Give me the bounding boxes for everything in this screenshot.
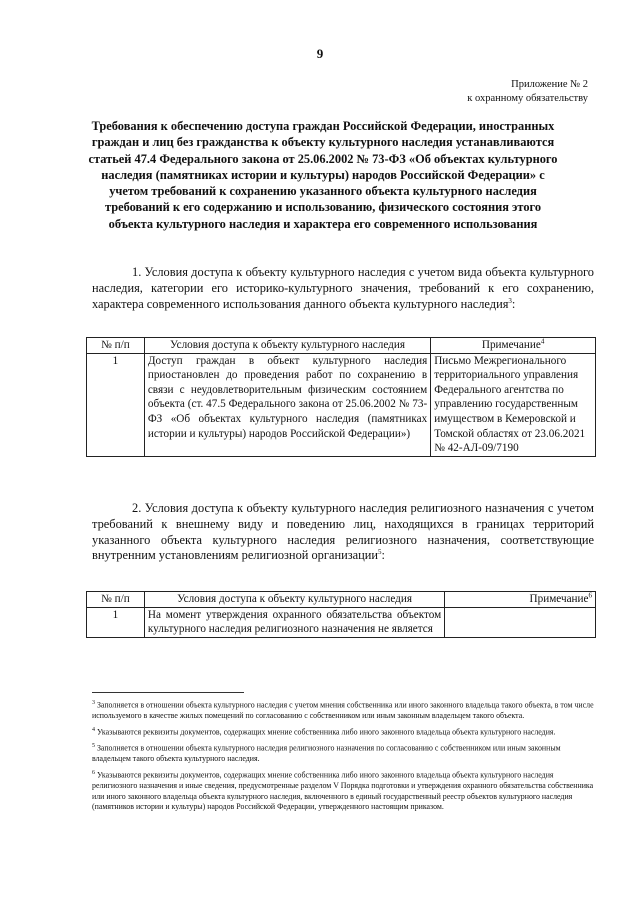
- footnote-mark: 4: [92, 726, 95, 733]
- religious-access-table: [86, 591, 596, 638]
- footnote-text: Заполняется в отношении объекта культурного наследия религиозного назначения по согласованию с собственником или иным законным владельцем такого объекта культурного наследия.: [92, 743, 561, 764]
- section-1-body: 1. Условия доступа к объекту культурного наследия с учетом вида объекта культурного наследия, категории его историко-культурного значения, требований к его сохранению, характера современного использования данного объекта культурного наследия: [92, 265, 594, 311]
- footnote-mark: 3: [92, 700, 95, 706]
- header-note: [445, 592, 596, 608]
- row-condition: На момент утверждения охранного обязательства объектом культурного наследия религиозного назначения не является: [144, 607, 444, 637]
- row-num: 1: [87, 353, 145, 456]
- footnote: [92, 698, 597, 722]
- footnote-text: Указываются реквизиты документов, содержащих мнение собственника либо иного законного владельца объекта культурного наследия религиозного назначения и иные сведения, предусмотренные разделом V Порядка подготовки и утверждения охранного обязательства собственника или иного законного владельца объекта культурного наследия, включенного в единый государственный реестр объектов культурного наследия (памятников истории и культуры) народов Российской Федерации, утвержденного настоящим приказом.: [92, 770, 594, 812]
- appendix-caption: [467, 78, 588, 106]
- footnote-text: Заполняется в отношении объекта культурного наследия с учетом мнения собственника или иного законного владельца такого объекта, в том числе используемого в качестве жилых помещений по согласованию с собственником или иным законным владельцем такого объекта.: [92, 700, 594, 721]
- appendix-line-2: к охранному обязательству: [467, 93, 588, 104]
- footnote-ref-3[interactable]: 3: [508, 296, 512, 305]
- footnote: [92, 768, 597, 813]
- page-number: 9: [316, 46, 324, 61]
- footnote-ref-6[interactable]: 6: [588, 591, 592, 600]
- header-condition: Условия доступа к объекту культурного наследия: [144, 338, 430, 354]
- row-note: [445, 607, 596, 637]
- footnote: [92, 741, 597, 765]
- section-2-body: 2. Условия доступа к объекту культурного наследия религиозного назначения с учетом требований к внешнему виду и поведению лиц, находящихся в границах территорий указанного объекта культурного наследия религиозного назначения, соответствующие внутренним установлениям религиозной организации: [92, 501, 594, 563]
- footnote-mark: 6: [92, 769, 95, 776]
- row-note: Письмо Межрегионального территориального управления Федерального агентства по управлению государственным имуществом в Кемеровской и Томской областях от 23.06.2021 № 42-АЛ-09/7190: [431, 353, 596, 456]
- header-num: № п/п: [87, 592, 145, 608]
- appendix-line-1: Приложение № 2: [511, 79, 588, 90]
- section-2-text: [92, 501, 594, 564]
- header-note-label: Примечание: [481, 339, 541, 351]
- header-condition: Условия доступа к объекту культурного наследия: [144, 592, 444, 608]
- footnote-mark: 5: [92, 743, 95, 750]
- header-num: № п/п: [87, 338, 145, 354]
- footnote: [92, 725, 597, 738]
- footnotes: [92, 698, 597, 816]
- access-conditions-table: [86, 337, 596, 457]
- row-condition: Доступ граждан в объект культурного наследия приостановлен до проведения работ по сохранению в связи с неудовлетворительным физическим состоянием объекта (ст. 47.5 Федерального закона от 25.06.2002 № 73-ФЗ «Об объектах культурного наследия (памятниках истории и культуры) народов Российской Федерации»): [144, 353, 430, 456]
- header-note: [431, 338, 596, 354]
- footnote-ref-4[interactable]: 4: [540, 337, 545, 346]
- section-1-colon: :: [511, 296, 516, 311]
- footnote-separator: [92, 692, 244, 693]
- table-header-row: [87, 338, 596, 354]
- section-2-colon: :: [381, 548, 385, 563]
- document-title: Требования к обеспечению доступа граждан Российской Федерации, иностранных граждан и лиц без гражданства к объекту культурного наследия устанавливаются статьей 47.4 Федерального закона от 25.06.2002 № 73-ФЗ «Об объектах культурного наследия (памятниках истории и культуры) народов Российской Федерации» с учетом требований к сохранению указанного объекта культурного наследия требований к его содержанию и использованию, физического состояния этого объекта культурного наследия и характера его современного использования: [88, 119, 558, 231]
- footnote-text: Указываются реквизиты документов, содержащих мнение собственника либо иного законного владельца объекта культурного наследия.: [96, 727, 556, 737]
- table-header-row: [87, 592, 596, 608]
- table-row: [87, 607, 596, 637]
- table-row: [87, 353, 596, 456]
- section-1-text: [92, 265, 594, 312]
- header-note-label: Примечание: [529, 593, 589, 605]
- row-num: 1: [87, 607, 145, 637]
- footnote-ref-5[interactable]: 5: [378, 548, 382, 557]
